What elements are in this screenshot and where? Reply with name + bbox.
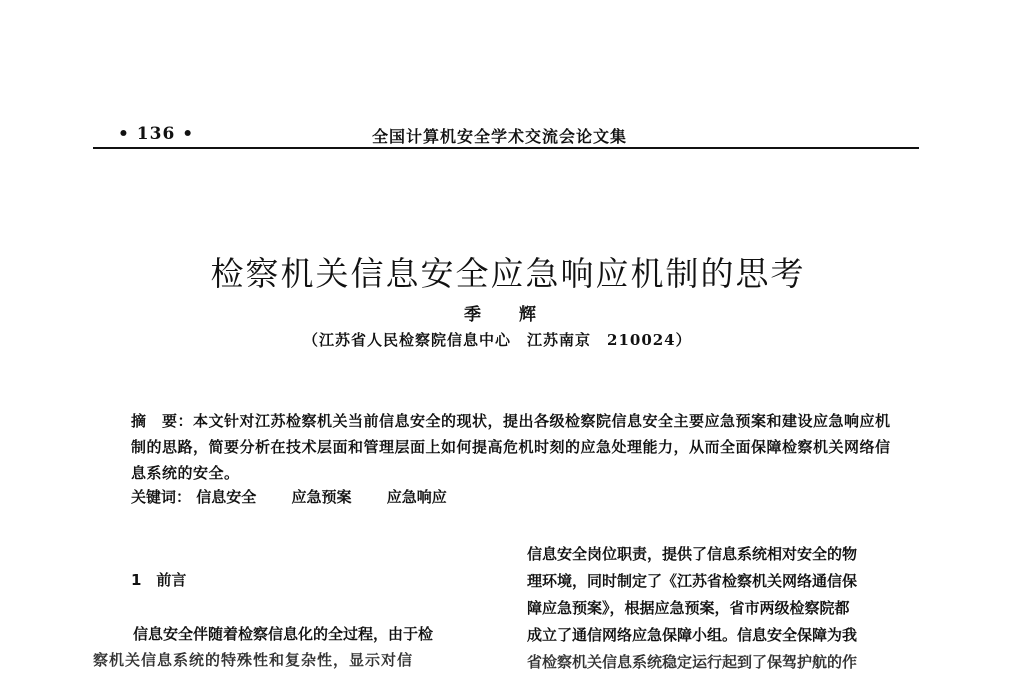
- running-header: 全国计算机安全学术交流会论文集: [372, 127, 628, 146]
- abstract-text: 本文针对江苏检察机关当前信息安全的现状，提出各级检察院信息安全主要应急预案和建设应急响应机制的思路，简要分析在技术层面和管理层面上如何提高危机时刻的应急处理能力，从而全面保障检察机关网络信息系统的安全。: [131, 412, 891, 482]
- body-line: 成立了通信网络应急保障小组。信息安全保障为我: [527, 626, 858, 644]
- abstract: [131, 408, 891, 486]
- body-line: 信息安全岗位职责，提供了信息系统相对安全的物: [527, 545, 858, 563]
- keyword-item: 信息安全: [196, 488, 257, 506]
- keywords: [131, 486, 477, 507]
- section-heading: 1 前言: [131, 571, 187, 589]
- author-affiliation: （江苏省人民检察院信息中心 江苏南京 210024）: [303, 331, 692, 349]
- body-line: 理环境，同时制定了《江苏省检察机关网络通信保: [527, 572, 858, 590]
- header-divider: [93, 147, 919, 149]
- keyword-item: 应急预案: [291, 488, 352, 506]
- abstract-label: 摘 要：: [131, 412, 194, 430]
- body-line: 信息安全伴随着检察信息化的全过程，由于检: [133, 625, 434, 643]
- page-number: • 136 •: [118, 124, 195, 144]
- body-line: 障应急预案》，根据应急预案，省市两级检察院都: [527, 599, 850, 617]
- body-line: 省检察机关信息系统稳定运行起到了保驾护航的作: [527, 653, 858, 671]
- keyword-item: 应急响应: [386, 488, 447, 506]
- paper-title: 检察机关信息安全应急响应机制的思考: [210, 254, 806, 294]
- body-line: 察机关信息系统的特殊性和复杂性，显示对信: [93, 651, 414, 669]
- keywords-label: 关键词：: [131, 488, 192, 506]
- right-column-body: [527, 541, 927, 676]
- left-column-body: [93, 621, 493, 673]
- author-name: 季 辉: [464, 305, 552, 325]
